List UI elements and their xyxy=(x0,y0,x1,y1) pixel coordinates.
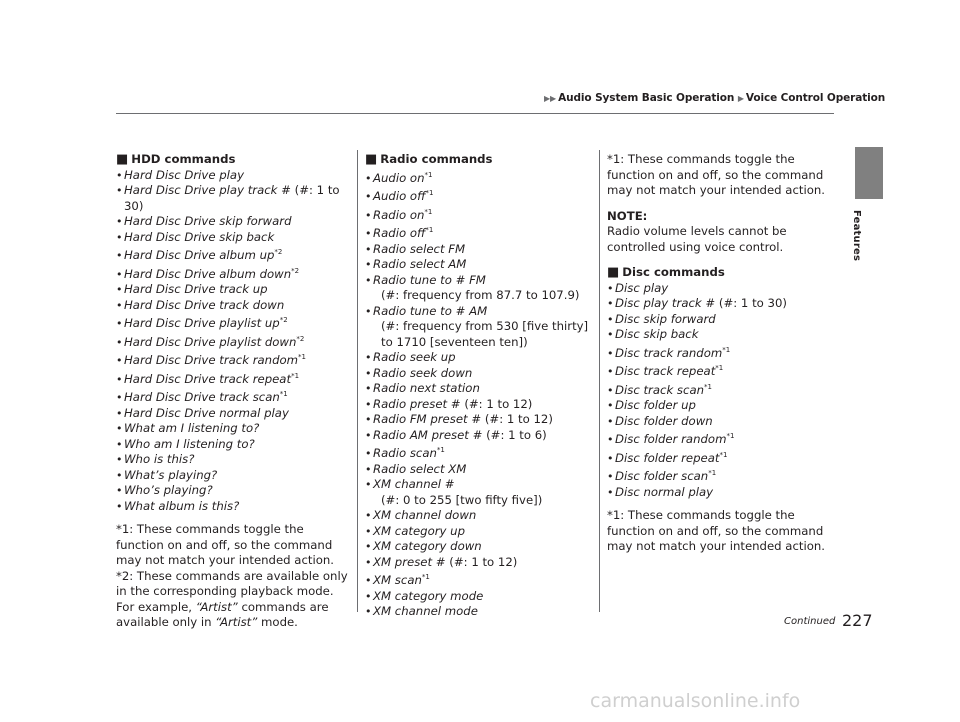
command-item xyxy=(365,508,590,524)
command-text: Radio seek up xyxy=(373,350,456,364)
command-item xyxy=(365,477,590,508)
bullet-icon: • xyxy=(365,258,372,271)
command-text: Radio seek down xyxy=(373,365,473,380)
bullet-icon: • xyxy=(365,509,372,522)
square-bullet-icon: ■ xyxy=(365,152,378,167)
hdd-commands-heading: ■ HDD commands xyxy=(116,152,236,167)
column-divider-left xyxy=(357,150,358,612)
bullet-icon: • xyxy=(365,242,372,256)
footnote-marker: *1 xyxy=(425,226,434,234)
command-text: XM category mode xyxy=(373,588,484,603)
hdd-commands-section xyxy=(116,152,352,631)
command-item xyxy=(116,483,352,499)
command-item xyxy=(116,499,352,515)
command-item xyxy=(365,168,590,187)
page-number: 227 xyxy=(842,611,873,630)
bullet-icon: • xyxy=(116,372,123,386)
command-item xyxy=(116,245,352,264)
command-item xyxy=(365,462,590,478)
watermark: carmanualsonline.info xyxy=(590,690,801,712)
footnote-1-radio: *1: These commands toggle the function on and off, so the command may not match your intended action. xyxy=(607,152,825,197)
command-text: Disc track random xyxy=(615,345,723,360)
command-text: Hard Disc Drive normal play xyxy=(124,405,289,420)
command-item xyxy=(116,350,352,369)
hdd-notes xyxy=(116,522,352,631)
footnote-marker: *2 xyxy=(296,334,305,343)
radio-commands-section xyxy=(365,152,590,620)
command-text: Radio off xyxy=(373,226,426,240)
command-item xyxy=(365,304,590,351)
command-text: What am I listening to? xyxy=(124,421,260,435)
footnote-marker: *1 xyxy=(719,450,728,459)
command-text: Radio FM preset # xyxy=(373,412,482,426)
footnote-marker: *1 xyxy=(298,353,306,361)
bullet-icon: • xyxy=(365,605,372,618)
column-divider-right xyxy=(599,150,600,612)
command-item xyxy=(607,296,837,312)
bullet-icon: • xyxy=(116,283,123,296)
footnote-2: *2: These commands are available only in the corresponding playback mode. xyxy=(116,568,348,598)
command-text: Radio AM preset # xyxy=(373,427,483,442)
command-text: Disc track scan xyxy=(615,382,705,397)
command-item xyxy=(365,570,590,589)
command-item xyxy=(365,205,590,224)
command-item xyxy=(607,414,837,430)
command-text: Radio scan xyxy=(373,446,437,460)
command-item xyxy=(116,168,352,184)
footnote-marker: *1 xyxy=(722,345,731,354)
disc-command-list xyxy=(607,281,837,501)
header-divider xyxy=(116,113,834,114)
bullet-icon: • xyxy=(365,413,372,426)
command-text: Audio on xyxy=(373,170,425,185)
bullet-icon: • xyxy=(365,190,372,203)
disc-commands-heading: ■ Disc commands xyxy=(607,265,725,280)
bullet-icon: • xyxy=(607,346,614,360)
command-text: Hard Disc Drive album up xyxy=(124,248,275,262)
footnote-marker: *2 xyxy=(274,248,283,256)
footnote-marker: *1 xyxy=(715,364,724,372)
command-item xyxy=(116,421,352,437)
command-text: XM preset # xyxy=(373,554,446,569)
command-range: (#: 1 to 6) xyxy=(482,427,547,442)
footnote-marker: *1 xyxy=(425,189,434,197)
command-text: XM channel mode xyxy=(373,604,478,618)
command-item xyxy=(116,369,352,388)
bullet-icon: • xyxy=(365,555,372,569)
command-text: Disc folder repeat xyxy=(615,450,720,465)
bullet-icon: • xyxy=(365,574,372,587)
command-item xyxy=(607,380,837,399)
command-text: Hard Disc Drive play xyxy=(124,167,244,182)
command-text: Radio select FM xyxy=(373,241,466,256)
command-item xyxy=(365,604,590,620)
command-text: Hard Disc Drive track random xyxy=(124,353,299,367)
command-item xyxy=(365,524,590,540)
hdd-command-list xyxy=(116,168,352,515)
command-text: Hard Disc Drive skip back xyxy=(124,229,275,244)
bullet-icon: • xyxy=(116,422,123,435)
command-item xyxy=(116,230,352,246)
command-text: XM channel down xyxy=(373,508,477,522)
bullet-icon: • xyxy=(365,462,372,476)
command-item xyxy=(116,406,352,422)
command-text: Who am I listening to? xyxy=(124,436,255,451)
command-item xyxy=(116,332,352,351)
command-text: Who is this? xyxy=(124,452,195,466)
footnote-marker: *1 xyxy=(436,446,445,454)
command-text: Radio select AM xyxy=(373,257,467,271)
command-text: What album is this? xyxy=(124,498,240,513)
bullet-icon: • xyxy=(607,470,614,483)
footnote-marker: *2 xyxy=(291,266,300,275)
command-item xyxy=(116,387,352,406)
footnote-marker: *1 xyxy=(421,573,430,581)
command-detail: (#: frequency from 87.7 to 107.9) xyxy=(381,288,580,302)
bullet-icon: • xyxy=(365,428,372,442)
command-item xyxy=(607,429,837,448)
bullet-icon: • xyxy=(116,484,123,497)
command-item xyxy=(607,448,837,467)
command-text: Radio on xyxy=(373,207,425,222)
footnote-marker: *1 xyxy=(704,382,712,391)
chapter-label: Features xyxy=(851,210,862,262)
square-bullet-icon: ■ xyxy=(607,265,620,280)
command-text: Hard Disc Drive play track # xyxy=(124,183,291,197)
command-text: XM category up xyxy=(373,523,465,538)
bullet-icon: • xyxy=(365,304,372,318)
command-item xyxy=(365,223,590,242)
footnote-marker: *1 xyxy=(726,432,735,440)
bullet-icon: • xyxy=(116,437,123,451)
command-text: Radio tune to # FM xyxy=(373,272,486,287)
right-column xyxy=(607,152,837,555)
radio-commands-heading: ■ Radio commands xyxy=(365,152,493,167)
footnote-1: *1: These commands toggle the function on and off, so the command may not match your intended action. xyxy=(116,522,334,567)
bullet-icon: • xyxy=(365,540,372,553)
bullet-icon: • xyxy=(365,171,372,185)
command-range: (#: 1 to 12) xyxy=(481,412,553,426)
command-text: Who’s playing? xyxy=(124,483,213,497)
command-text: Disc skip back xyxy=(615,327,699,341)
command-text: Disc skip forward xyxy=(615,311,716,326)
command-range: (#: 1 to 12) xyxy=(445,554,518,569)
bullet-icon: • xyxy=(365,524,372,538)
command-item xyxy=(116,298,352,314)
continued-label: Continued xyxy=(784,616,836,627)
command-text: Hard Disc Drive track up xyxy=(124,282,268,296)
note-label: NOTE: xyxy=(607,208,648,223)
command-text: Radio select XM xyxy=(373,461,467,476)
command-text: Disc play xyxy=(615,280,669,295)
bullet-icon: • xyxy=(365,227,372,240)
breadcrumb xyxy=(544,92,886,104)
bullet-icon: • xyxy=(116,453,123,466)
example-note: For example, “Artist” commands are available only in “Artist” mode. xyxy=(116,599,329,629)
command-text: Audio off xyxy=(373,189,426,203)
bullet-icon: • xyxy=(365,273,372,287)
footnote-marker: *1 xyxy=(279,390,288,398)
command-item xyxy=(116,313,352,332)
command-text: Hard Disc Drive track down xyxy=(124,297,285,312)
footnote-marker: *1 xyxy=(424,170,433,179)
bullet-icon: • xyxy=(365,589,372,603)
command-item xyxy=(365,186,590,205)
command-item xyxy=(116,264,352,283)
bullet-icon: • xyxy=(607,433,614,446)
note-text: Radio volume levels cannot be controlled using voice control. xyxy=(607,224,787,254)
footnote-marker: *1 xyxy=(424,207,433,216)
command-item xyxy=(116,282,352,298)
command-text: XM scan xyxy=(373,573,422,587)
command-text: Disc folder scan xyxy=(615,469,709,483)
command-text: Disc folder up xyxy=(615,398,696,412)
bullet-icon: • xyxy=(365,397,372,411)
bullet-icon: • xyxy=(607,414,614,428)
command-item xyxy=(365,257,590,273)
command-item xyxy=(607,485,837,501)
bullet-icon: • xyxy=(116,406,123,420)
bullet-icon: • xyxy=(116,249,123,262)
footnote-marker: *1 xyxy=(708,469,717,477)
bullet-icon: • xyxy=(365,478,372,491)
command-item xyxy=(607,327,837,343)
arrow-icon: ▶ xyxy=(737,94,744,103)
bullet-icon: • xyxy=(365,382,372,395)
bullet-icon: • xyxy=(116,215,123,228)
command-text: Hard Disc Drive album down xyxy=(124,266,292,281)
command-text: Disc play track # xyxy=(615,296,716,310)
breadcrumb-subsection: Voice Control Operation xyxy=(745,92,886,104)
command-item xyxy=(365,539,590,555)
command-item xyxy=(365,397,590,413)
double-arrow-icon: ▶▶ xyxy=(544,94,557,103)
command-range: (#: 1 to 12) xyxy=(460,396,533,411)
bullet-icon: • xyxy=(607,451,614,465)
command-text: Hard Disc Drive playlist up xyxy=(124,316,280,330)
command-detail: (#: 0 to 255 [two fifty five]) xyxy=(381,492,543,507)
bullet-icon: • xyxy=(116,230,123,244)
breadcrumb-section: Audio System Basic Operation xyxy=(558,92,735,104)
square-bullet-icon: ■ xyxy=(116,152,129,167)
bullet-icon: • xyxy=(607,281,614,295)
bullet-icon: • xyxy=(116,468,123,482)
command-item xyxy=(365,381,590,397)
command-item xyxy=(116,214,352,230)
bullet-icon: • xyxy=(116,267,123,281)
chapter-tab xyxy=(855,147,883,199)
bullet-icon: • xyxy=(116,298,123,312)
bullet-icon: • xyxy=(116,335,123,349)
bullet-icon: • xyxy=(607,383,614,397)
bullet-icon: • xyxy=(607,485,614,499)
command-item xyxy=(116,183,352,214)
command-item xyxy=(607,343,837,362)
command-item xyxy=(365,350,590,366)
command-text: XM channel # xyxy=(373,477,455,491)
command-text: Hard Disc Drive playlist down xyxy=(124,334,297,349)
command-text: Hard Disc Drive track repeat xyxy=(124,371,292,386)
command-item xyxy=(116,468,352,484)
footnote-marker: *2 xyxy=(279,316,288,324)
bullet-icon: • xyxy=(116,354,123,367)
bullet-icon: • xyxy=(607,399,614,412)
bullet-icon: • xyxy=(365,447,372,460)
command-item xyxy=(607,281,837,297)
command-text: Radio tune to # AM xyxy=(373,303,488,318)
bullet-icon: • xyxy=(365,208,372,222)
bullet-icon: • xyxy=(607,297,614,310)
bullet-icon: • xyxy=(116,168,123,182)
bullet-icon: • xyxy=(116,184,123,197)
command-item xyxy=(607,312,837,328)
command-item xyxy=(365,273,590,304)
command-text: Hard Disc Drive skip forward xyxy=(124,214,292,228)
command-item xyxy=(365,242,590,258)
bullet-icon: • xyxy=(116,391,123,404)
command-text: Radio preset # xyxy=(373,396,461,411)
footnote-1-disc: *1: These commands toggle the function on and off, so the command may not match your intended action. xyxy=(607,508,825,553)
footnote-marker: *1 xyxy=(291,371,300,380)
bullet-icon: • xyxy=(607,328,614,341)
bullet-icon: • xyxy=(365,366,372,380)
command-text: Disc normal play xyxy=(615,484,714,499)
command-item xyxy=(365,555,590,571)
command-text: Hard Disc Drive track scan xyxy=(124,390,280,404)
bullet-icon: • xyxy=(116,317,123,330)
command-range: (#: 1 to 30) xyxy=(715,296,787,310)
command-item xyxy=(365,443,590,462)
command-item xyxy=(365,428,590,444)
command-detail: (#: frequency from 530 [five thirty] to 1710 [seventeen ten]) xyxy=(381,319,589,349)
command-item xyxy=(607,361,837,380)
command-item xyxy=(365,412,590,428)
command-item xyxy=(607,398,837,414)
bullet-icon: • xyxy=(365,351,372,364)
command-item xyxy=(116,452,352,468)
command-item xyxy=(365,589,590,605)
bullet-icon: • xyxy=(607,365,614,378)
command-text: Disc folder down xyxy=(615,413,713,428)
bullet-icon: • xyxy=(116,499,123,513)
command-item xyxy=(116,437,352,453)
command-text: Disc folder random xyxy=(615,432,727,446)
bullet-icon: • xyxy=(607,312,614,326)
command-item xyxy=(607,466,837,485)
command-text: Radio next station xyxy=(373,381,480,395)
command-text: What’s playing? xyxy=(124,467,218,482)
command-item xyxy=(365,366,590,382)
command-text: Disc track repeat xyxy=(615,364,716,378)
radio-command-list xyxy=(365,168,590,620)
command-text: XM category down xyxy=(373,539,482,553)
command-range: (#: 1 to 30) xyxy=(124,183,340,213)
